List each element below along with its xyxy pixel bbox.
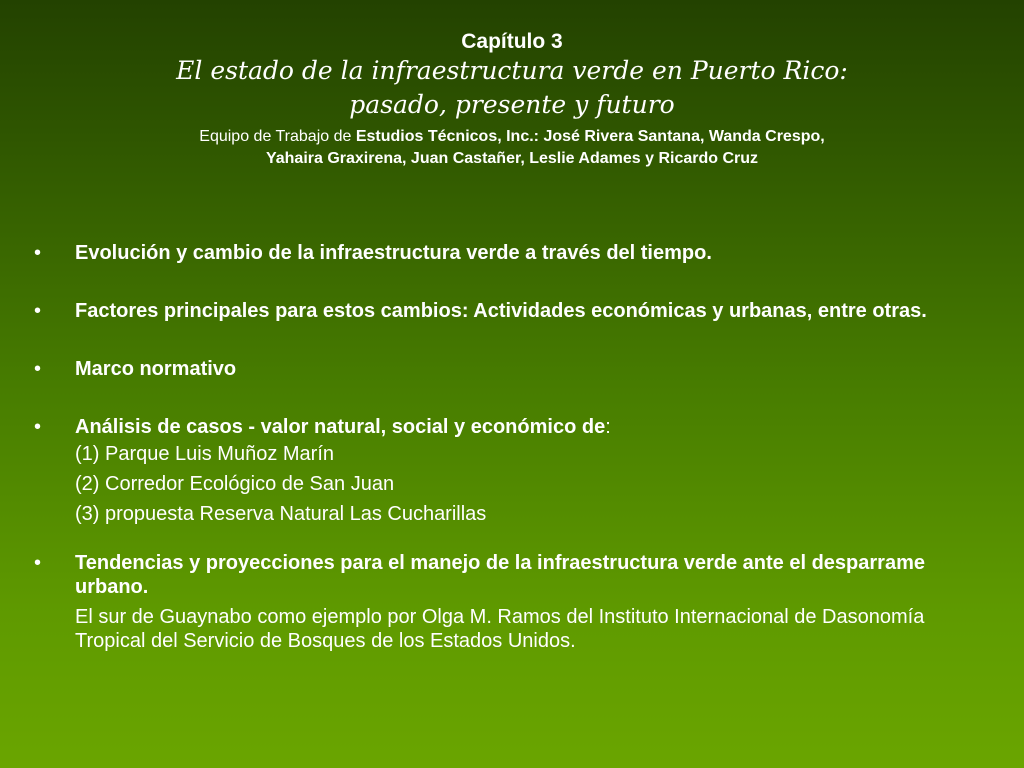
chapter-label: Capítulo 3 [461, 30, 563, 53]
bullet-icon: • [34, 300, 42, 322]
bullet-item-factors [34, 299, 994, 323]
case-item: (2) Corredor Ecológico de San Juan [75, 473, 395, 495]
bullet-icon: • [34, 552, 42, 574]
bullet-item-evolution [34, 241, 994, 265]
bullet-text: Evolución y cambio de la infraestructura verde a través del tiempo. [75, 242, 712, 264]
bullet-suffix: : [605, 416, 611, 438]
team-names-line-1: Estudios Técnicos, Inc.: José Rivera Santana, Wanda Crespo, [355, 128, 825, 145]
bullet-text: Factores principales para estos cambios: Actividades económicas y urbanas, entre otras. [75, 300, 927, 322]
bullet-icon: • [34, 416, 42, 438]
bullet-icon: • [34, 358, 42, 380]
case-item: (3) propuesta Reserva Natural Las Cucharillas [75, 503, 487, 525]
bullet-icon: • [34, 242, 42, 264]
slide-header [0, 30, 1024, 170]
team-prefix: Equipo de Trabajo de [199, 128, 356, 145]
bullet-item-trends [34, 551, 994, 599]
team-credits [0, 126, 1024, 170]
bullet-item-case-analysis [34, 415, 994, 439]
team-names-line-2: Yahaira Graxirena, Juan Castañer, Leslie Adames y Ricardo Cruz [265, 150, 759, 167]
slide-title-line-2: pasado, presente y futuro [349, 90, 675, 119]
trends-note: El sur de Guaynabo como ejemplo por Olga M. Ramos del Instituto Internacional de Dasonomía Tropical del Servicio de Bosques de los Estados Unidos. [75, 606, 925, 652]
slide-title-line-1: El estado de la infraestructura verde en Puerto Rico: [176, 56, 848, 85]
bullet-text: Tendencias y proyecciones para el manejo de la infraestructura verde ante el desparrame urbano. [75, 552, 925, 598]
bullet-item-normative [34, 357, 994, 381]
bullet-text: Marco normativo [75, 358, 237, 380]
bullet-text: Análisis de casos - valor natural, social y económico de [75, 416, 606, 438]
bullet-list [34, 241, 994, 653]
case-item: (1) Parque Luis Muñoz Marín [75, 443, 335, 465]
